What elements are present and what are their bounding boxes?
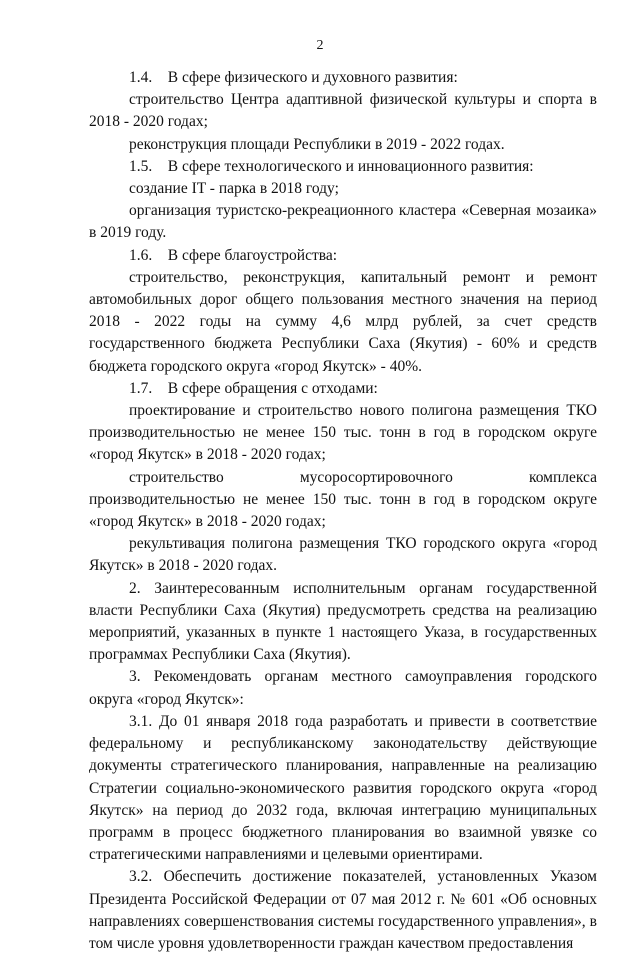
- document-body: [89, 67, 597, 955]
- paragraph-it-park: создание IT - парка в 2018 году;: [129, 180, 339, 198]
- paragraph-1-6-heading: 1.6. В сфере благоустройства:: [129, 246, 338, 264]
- paragraph-1-4-heading: 1.4. В сфере физического и духовного развития:: [129, 69, 458, 86]
- paragraph-1-7-heading: 1.7. В сфере обращения с отходами:: [129, 379, 378, 397]
- paragraph-landfill-design: проектирование и строительство нового полигона размещения ТКО производительностью не менее 150 тыс. тонн в год в городском округе «город Якутск» в 2018 - 2020 годах;: [89, 402, 597, 464]
- paragraph-sorting-complex: строительство мусоросортировочного комплекса производительностью не менее 150 тыс. тонн в год в городском округе «город Якутск» в 2018 - 2020 годах;: [89, 468, 597, 531]
- paragraph-landfill-recultivation: рекультивация полигона размещения ТКО городского округа «город Якутск» в 2018 - 2020 годах.: [89, 535, 597, 575]
- page-number: 2: [316, 38, 324, 53]
- paragraph-item-3: 3. Рекомендовать органам местного самоуправления городского округа «город Якутск»:: [89, 668, 597, 708]
- paragraph-item-3-1: 3.1. До 01 января 2018 года разработать и привести в соответствие федеральному и республиканскому законодательству действующие документы стратегического планирования, направленные на реализацию Стратегии социально-экономического развития городского округа «город Якутск» на период до 2032 года, включая интеграцию муниципальных программ в процесс бюджетного планирования во взаимной увязке со стратегическими направлениями и целевыми ориентирами.: [89, 712, 597, 864]
- paragraph-tourist-cluster: организация туристско-рекреационного кластера «Северная мозаика» в 2019 году.: [89, 202, 597, 242]
- paragraph-republic-square: реконструкция площади Республики в 2019 - 2022 годах.: [129, 135, 505, 153]
- paragraph-item-3-2: 3.2. Обеспечить достижение показателей, установленных Указом Президента Российской Федерации от 07 мая 2012 г. № 601 «Об основных направлениях совершенствования системы государственного управления», в том числе уровня удовлетворенности граждан качеством предоставления: [89, 868, 597, 952]
- paragraph-1-5-heading: 1.5. В сфере технологического и инновационного развития:: [129, 157, 534, 175]
- paragraph-roads: строительство, реконструкция, капитальный ремонт и ремонт автомобильных дорог общего пользования местного значения на период 2018 - 2022 годы на сумму 4,6 млрд рублей, за счет средств государственного бюджета Республики Саха (Якутия) - 60% и средств бюджета городского округа «город Якутск» - 40%.: [89, 268, 597, 375]
- paragraph-adaptive-sport-center: строительство Центра адаптивной физической культуры и спорта в 2018 - 2020 годах;: [89, 91, 597, 131]
- paragraph-item-2: 2. Заинтересованным исполнительным органам государственной власти Республики Саха (Якутия) предусмотреть средства на реализацию мероприятий, указанных в пункте 1 настоящего Указа, в государственных программах Республики Саха (Якутия).: [89, 579, 597, 664]
